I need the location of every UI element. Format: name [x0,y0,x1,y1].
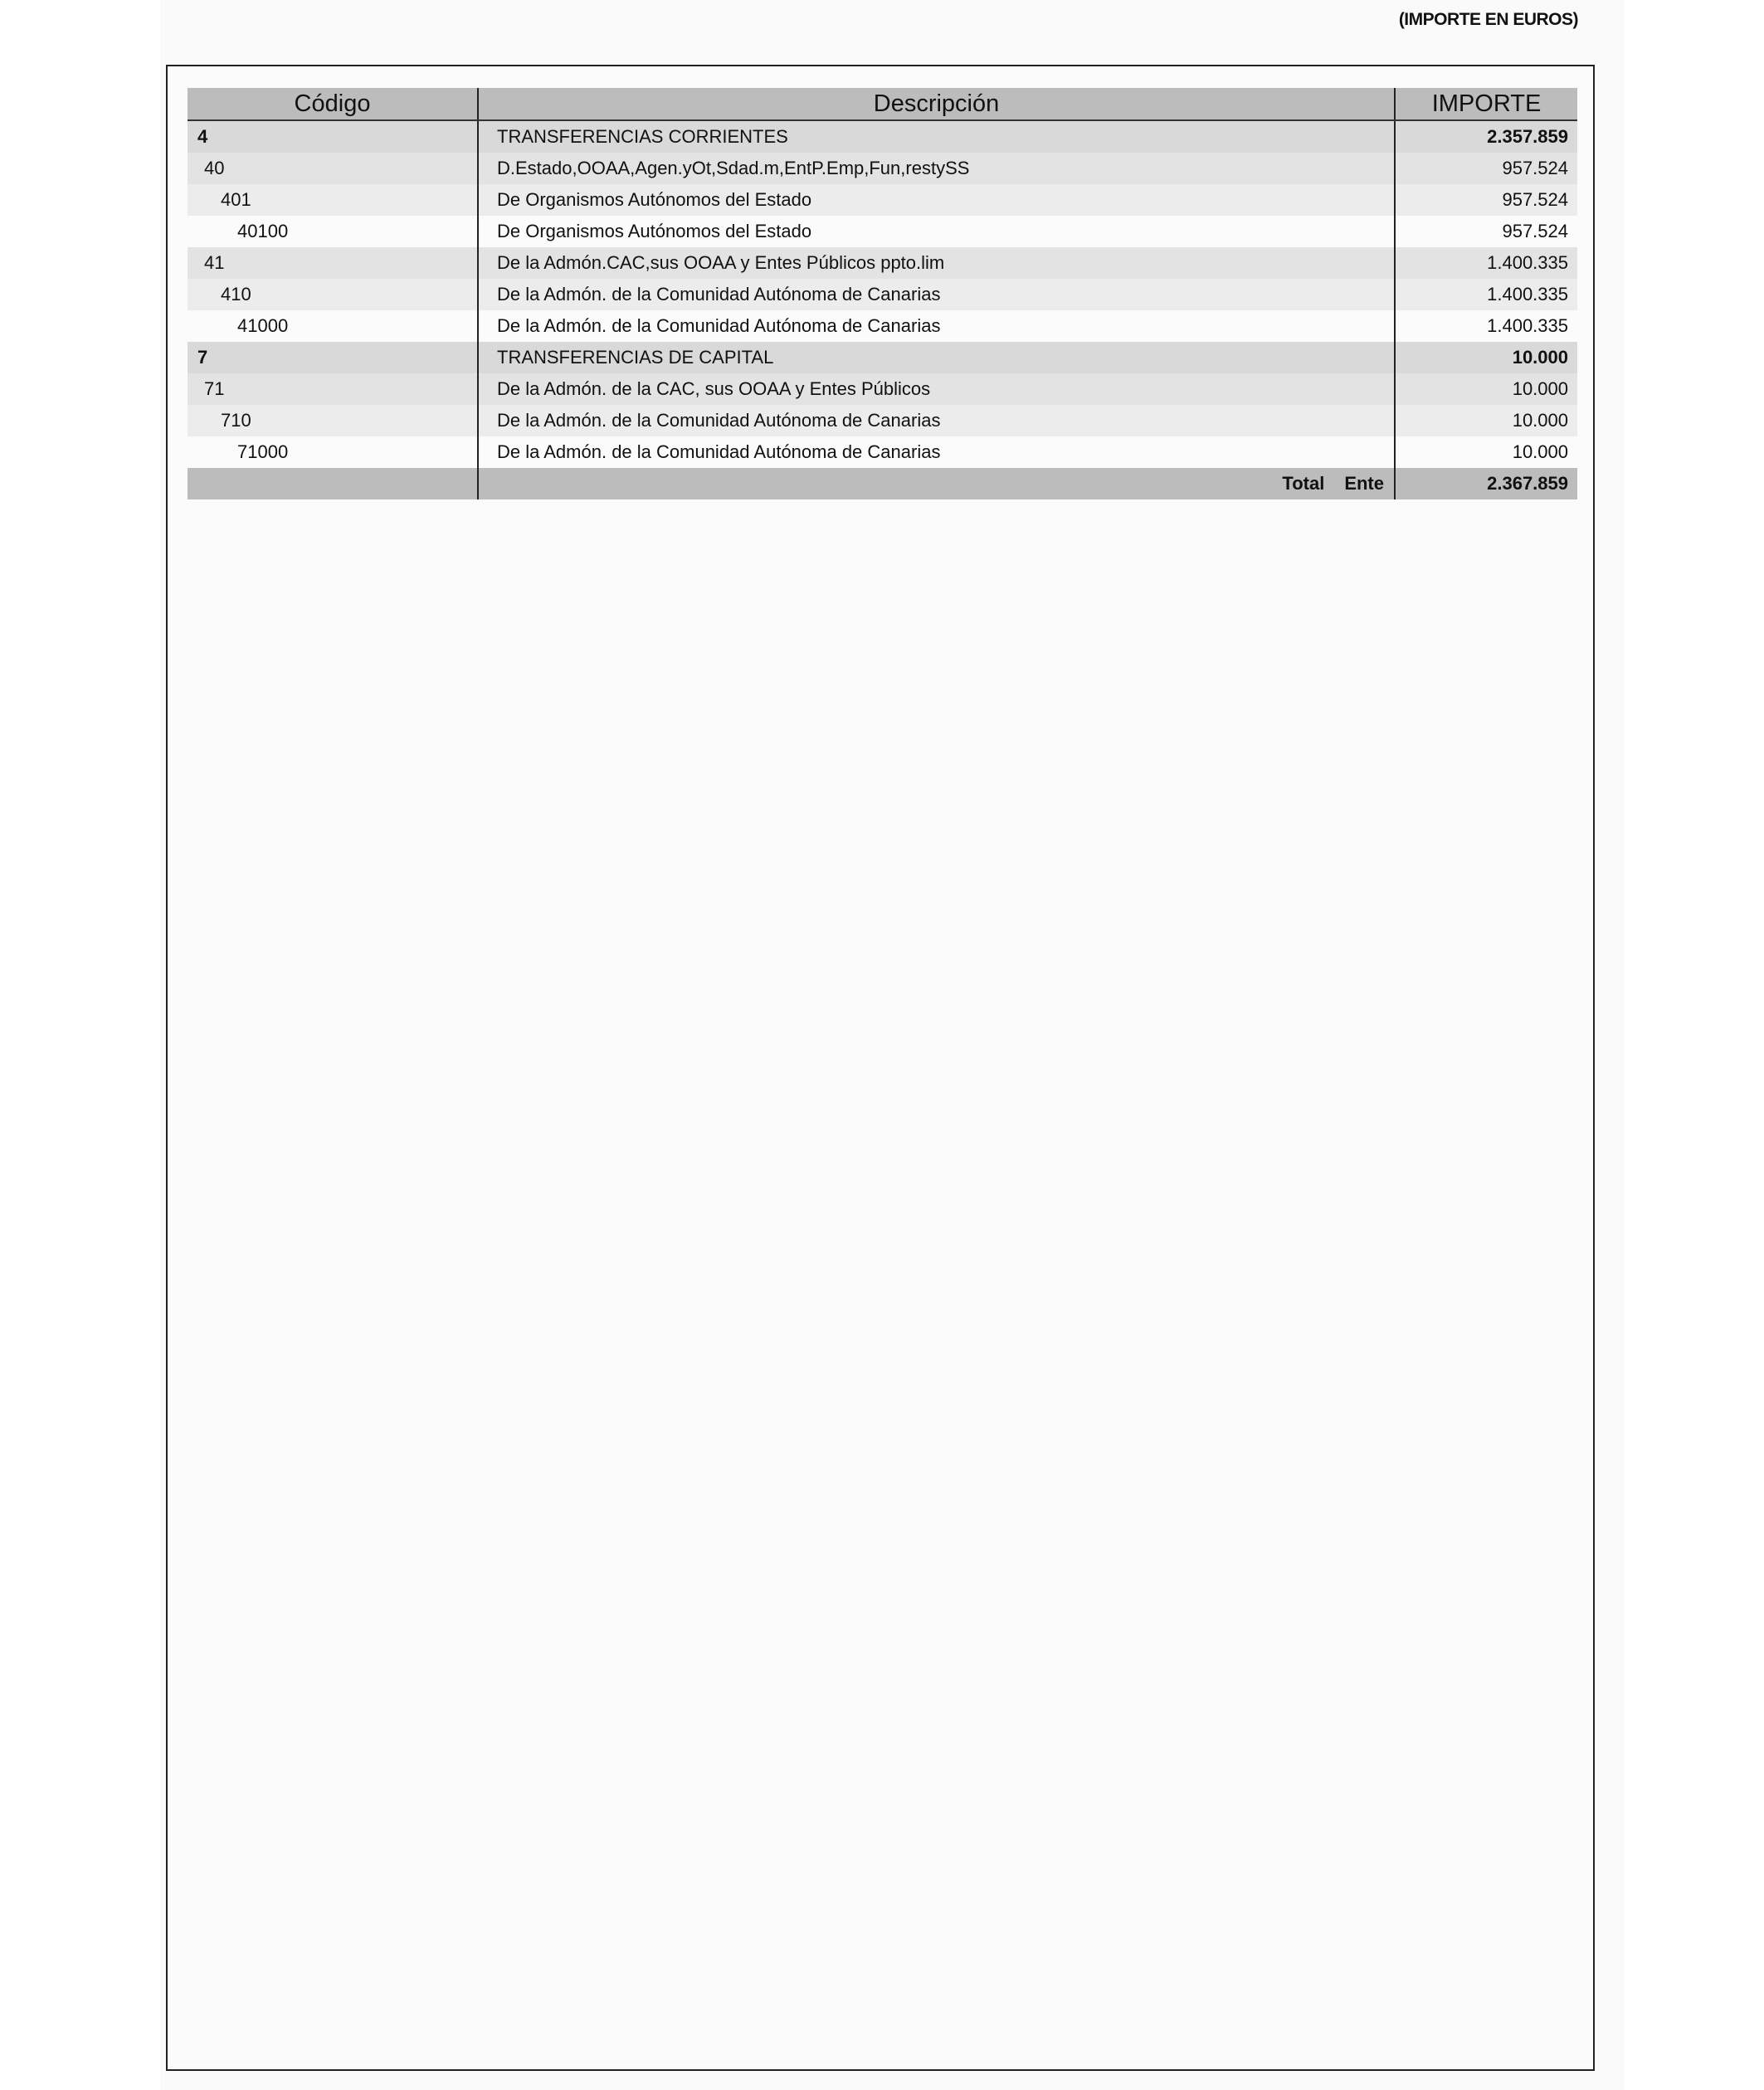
row-description: De la Admón. de la Comunidad Autónoma de Canarias [478,405,1395,436]
column-header-description: Descripción [478,88,1395,120]
row-description: De la Admón. de la CAC, sus OOAA y Entes Públicos [478,373,1395,405]
table-row [188,373,1577,405]
row-code: 41000 [188,310,478,342]
row-amount: 957.524 [1395,216,1577,247]
table-row [188,436,1577,468]
row-code: 401 [188,184,478,216]
table-row [188,216,1577,247]
row-code: 40100 [188,216,478,247]
total-row [188,468,1577,499]
row-amount: 1.400.335 [1395,310,1577,342]
row-amount: 10.000 [1395,405,1577,436]
row-amount: 10.000 [1395,342,1577,373]
row-description: TRANSFERENCIAS DE CAPITAL [478,342,1395,373]
total-label-cell [478,468,1395,499]
column-header-code: Código [188,88,478,120]
total-amount: 2.367.859 [1395,468,1577,499]
row-description: De Organismos Autónomos del Estado [478,184,1395,216]
row-description: TRANSFERENCIAS CORRIENTES [478,120,1395,153]
row-amount: 10.000 [1395,436,1577,468]
table-row [188,279,1577,310]
total-label: Total [1282,473,1325,494]
row-amount: 957.524 [1395,184,1577,216]
table-row [188,184,1577,216]
row-amount: 957.524 [1395,153,1577,184]
row-code: 41 [188,247,478,279]
row-description: De Organismos Autónomos del Estado [478,216,1395,247]
row-code: 71 [188,373,478,405]
row-code: 410 [188,279,478,310]
table-header-row [188,88,1577,120]
row-amount: 10.000 [1395,373,1577,405]
report-frame [166,65,1595,2071]
row-description: De la Admón.CAC,sus OOAA y Entes Públicos ppto.lim [478,247,1395,279]
total-code-cell [188,468,478,499]
table-row [188,342,1577,373]
table-row [188,153,1577,184]
budget-table [188,88,1577,499]
row-description: De la Admón. de la Comunidad Autónoma de Canarias [478,310,1395,342]
row-code: 4 [188,120,478,153]
row-amount: 2.357.859 [1395,120,1577,153]
units-note: (IMPORTE EN EUROS) [1398,10,1578,29]
row-description: De la Admón. de la Comunidad Autónoma de Canarias [478,279,1395,310]
table-row [188,120,1577,153]
total-label-entity: Ente [1344,473,1384,494]
row-amount: 1.400.335 [1395,247,1577,279]
document-page [160,0,1625,2090]
row-code: 40 [188,153,478,184]
row-description: De la Admón. de la Comunidad Autónoma de Canarias [478,436,1395,468]
row-amount: 1.400.335 [1395,279,1577,310]
table-row [188,310,1577,342]
table-row [188,405,1577,436]
row-code: 71000 [188,436,478,468]
row-code: 710 [188,405,478,436]
row-code: 7 [188,342,478,373]
column-header-amount: IMPORTE [1395,88,1577,120]
table-row [188,247,1577,279]
row-description: D.Estado,OOAA,Agen.yOt,Sdad.m,EntP.Emp,Fun,restySS [478,153,1395,184]
